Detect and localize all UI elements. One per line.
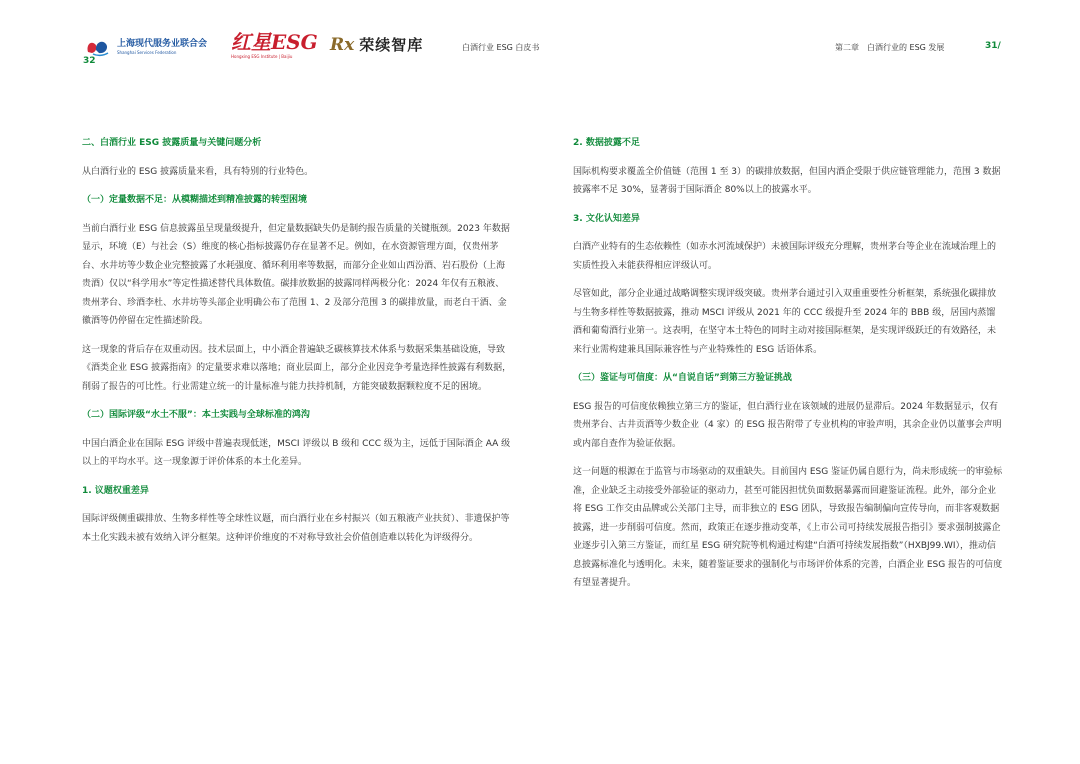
numbered-heading-3: 3. 文化认知差异 — [573, 213, 640, 224]
ssf-name-en: Shanghai Services Federation — [117, 49, 177, 55]
paragraph: 这一现象的背后存在双重动因。技术层面上，中小酒企普遍缺乏碳核算技术体系与数据采集基础设施，导致《酒类企业 ESG 披露指南》的定量要求难以落地；商业层面上，部分企业因竞争考量选择性披露有利数据，削弱了报告的可比性。行业需建立统一的计量标准与能力扶持机制，方能突破数据颗粒度不足的困境。 — [82, 344, 512, 392]
subsection-heading-1: （一）定量数据不足：从模糊描述到精准披露的转型困境 — [82, 195, 308, 205]
subsection-heading-3: （三）鉴证与可信度：从“自说自话”到第三方验证挑战 — [573, 373, 792, 383]
paragraph: 国际机构要求覆盖全价值链（范围 1 至 3）的碳排放数据，但国内酒企受限于供应链管理能力，范围 3 数据披露率不足 30%，显著弱于国际酒企 80%以上的披露水平。 — [573, 166, 1001, 195]
ssf-name-cn: 上海现代服务业联合会 — [117, 38, 208, 49]
hongxing-esg-logo — [231, 30, 318, 64]
ssf-emblem-icon — [84, 36, 112, 58]
paragraph: 国际评级侧重碳排放、生物多样性等全球性议题，而白酒行业在乡村振兴（如五粮液产业扶贫）、非遗保护等本土化实践未被有效纳入评分框架。这种评价维度的不对称导致社会价值创造难以转化为评级得分。 — [82, 514, 510, 543]
paragraph: 中国白酒企业在国际 ESG 评级中普遍表现低迷，MSCI 评级以 B 级和 CCC 级为主，远低于国际酒企 AA 级以上的平均水平。这一现象源于评价体系的本土化差异。 — [82, 438, 511, 467]
hongxing-esg-wordmark: 红星ESG — [231, 30, 318, 54]
left-column — [82, 134, 512, 547]
rongxu-mark-icon: Rx — [330, 34, 355, 55]
page-number-right: 31/ — [985, 41, 1001, 51]
numbered-heading-2: 2. 数据披露不足 — [573, 138, 640, 148]
paragraph: 尽管如此，部分企业通过战略调整实现评级突破。贵州茅台通过引入双重重要性分析框架，系统强化碳排放与生物多样性等数据披露，推动 MSCI 评级从 2021 年的 CCC 级提升至 2024 年的 BBB 级，居国内蒸馏酒和葡萄酒行业第一。这表明，在坚守本土特色的同时主动对接国际框架，是实现评级跃迁的有效路径，未来行业需构建兼具国际兼容性与产业特殊性的 ESG 话语体系。 — [573, 289, 997, 355]
subsection-heading-2: （二）国际评级“水土不服”：本土实践与全球标准的鸿沟 — [82, 410, 310, 420]
paragraph: 当前白酒行业 ESG 信息披露虽呈现量级提升，但定量数据缺失仍是制约报告质量的关键瓶颈。2023 年数据显示，环境（E）与社会（S）维度的核心指标披露仍存在显著不足。例如，在水资源管理方面，仅贵州茅台、水井坊等少数企业完整披露了水耗强度、循环利用率等数据，而部分企业如山西汾酒、岩石股份（上海贵酒）仅以“科学用水”等定性描述替代具体数值。碳排放数据的披露同样两极分化：2024 年仅有五粮液、贵州茅台、珍酒李杜、水井坊等头部企业明确公布了范围 1、2 及部分范围 3 的碳排放量，而老白干酒、金徽酒等仍停留在定性描述阶段。 — [82, 223, 510, 326]
section-heading: 二、白酒行业 ESG 披露质量与关键问题分析 — [82, 138, 262, 148]
rongxu-think-tank-logo — [330, 34, 423, 55]
right-column — [573, 134, 1003, 593]
chapter-title: 第二章 白酒行业的 ESG 发展 — [835, 43, 945, 52]
paragraph: 这一问题的根源在于监管与市场驱动的双重缺失。目前国内 ESG 鉴证仍属自愿行为，尚未形成统一的审验标准，企业缺乏主动接受外部验证的驱动力，甚至可能因担忧负面数据暴露而回避鉴证流程。此外，部分企业将 ESG 工作交由品牌或公关部门主导，而非独立的 ESG 团队，导致报告编制偏向宣传导向，而非客观数据披露，进一步削弱可信度。然而，政策正在逐步推动变革，《上市公司可持续发展报告指引》要求强制披露企业逐步引入第三方鉴证，而红星 ESG 研究院等机构通过构建“白酒可持续发展指数”（HXBJ99.WI），推动信息披露标准化与透明化。未来，随着鉴证要求的强制化与市场评价体系的完善，白酒企业 ESG 报告的可信度有望显著提升。 — [573, 467, 1003, 588]
numbered-heading-1: 1. 议题权重差异 — [82, 485, 149, 496]
hongxing-esg-tagline: Hongxing ESG Institute | Baijiu — [231, 54, 293, 59]
page-header — [0, 0, 1080, 90]
paragraph: 白酒产业特有的生态依赖性（如赤水河流域保护）未被国际评级充分理解，贵州茅台等企业在流域治理上的实质性投入未能获得相应评级认可。 — [573, 242, 997, 271]
paragraph: ESG 报告的可信度依赖独立第三方的鉴证，但白酒行业在该领域的进展仍显滞后。2024 年数据显示，仅有贵州茅台、古井贡酒等少数企业（4 家）的 ESG 报告附带了专业机构的审验声明，其余企业仍以董事会声明或内部自查作为验证依据。 — [573, 401, 1002, 449]
shanghai-services-federation-logo — [84, 36, 224, 58]
intro-paragraph: 从白酒行业的 ESG 披露质量来看，具有特别的行业特色。 — [82, 166, 314, 177]
page-number-left: 32 — [83, 56, 96, 66]
rongxu-wordmark: 荣续智库 — [359, 36, 424, 54]
book-title: 白酒行业 ESG 白皮书 — [462, 43, 540, 52]
